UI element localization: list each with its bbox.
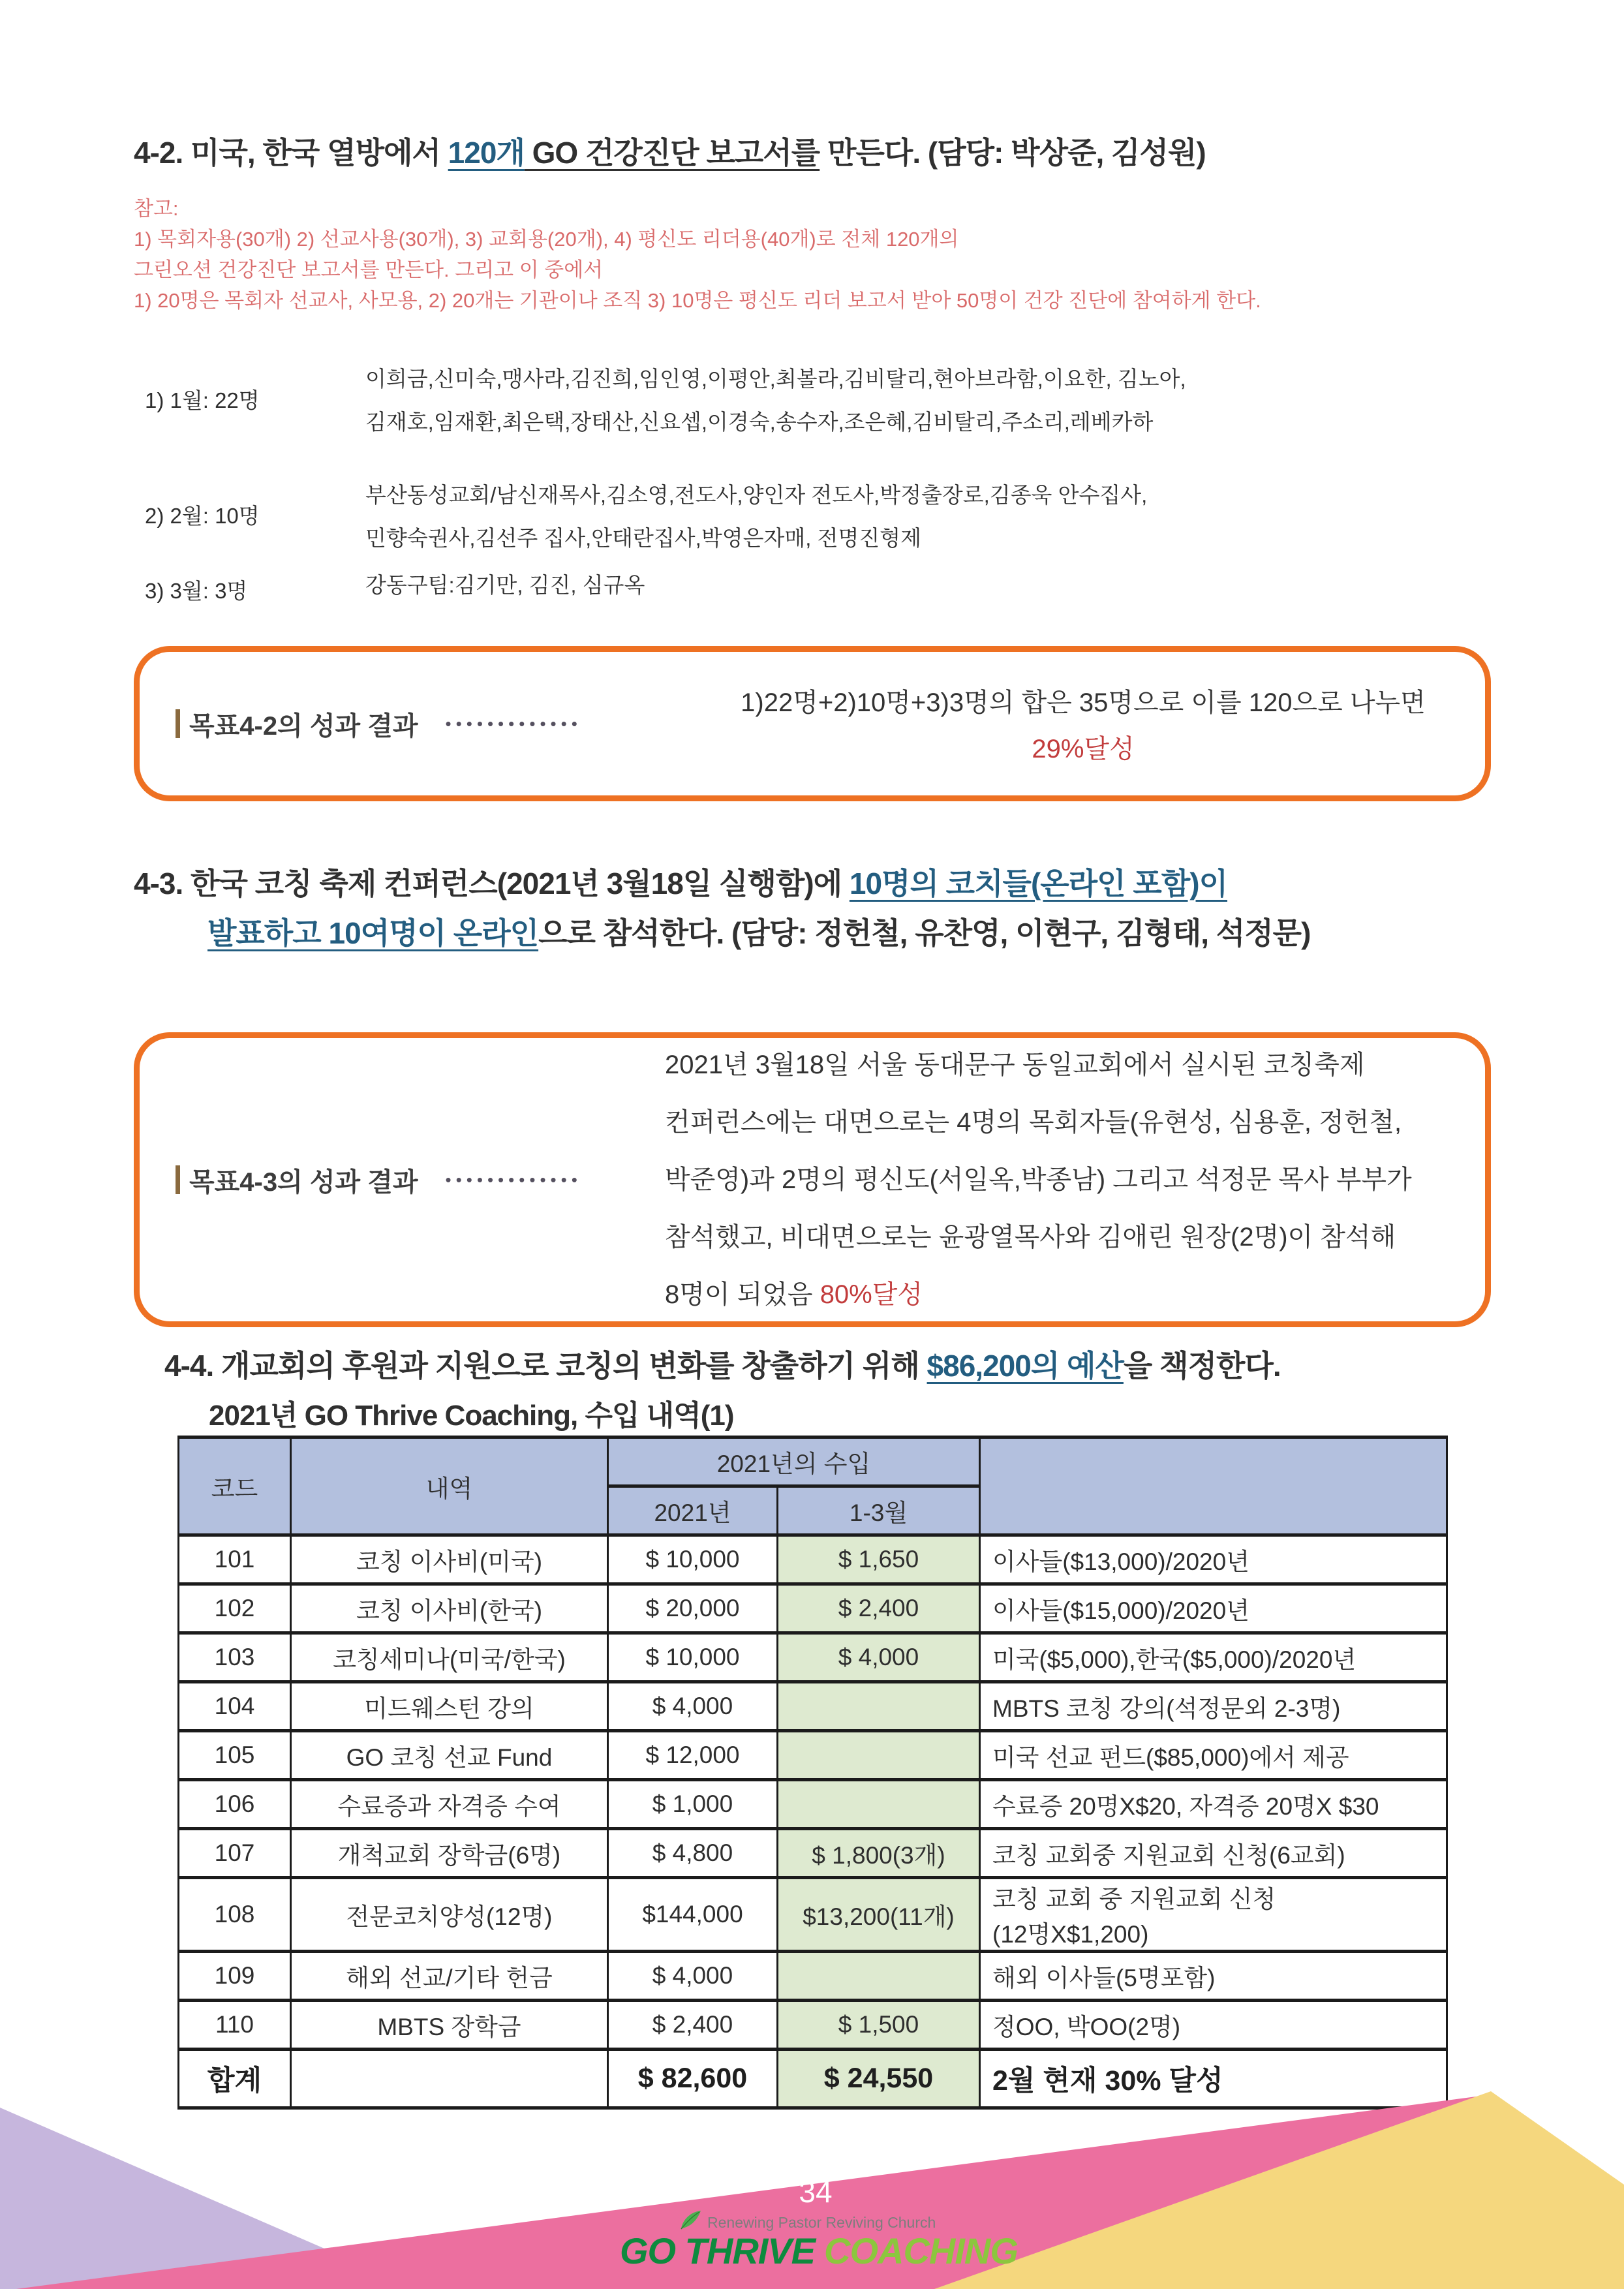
note-line: 그린오션 건강진단 보고서를 만든다. 그리고 이 중에서	[134, 258, 604, 281]
cell-months: $13,200(11개)	[778, 1878, 980, 1952]
result-43-line: 2021년 3월18일 서울 동대문구 동일교회에서 실시된 코칭축제	[665, 1051, 1365, 1079]
month-1-names	[365, 358, 1186, 444]
col-header-year: 2021년	[608, 1486, 778, 1535]
result-43-text	[665, 1038, 1412, 1321]
section-42-heading	[134, 129, 1206, 172]
cell-year: $ 4,000	[608, 1682, 778, 1731]
cell-months: $ 1,500	[778, 2001, 980, 2050]
table-row	[179, 1584, 1447, 1633]
heading-43-pre: 4-3. 한국 코칭 축제 컨퍼런스(2021년 3월18일 실행함)에	[134, 867, 850, 900]
cell-code: 104	[179, 1682, 291, 1731]
cell-months	[778, 1731, 980, 1780]
cell-months	[778, 1682, 980, 1731]
cell-year: $ 20,000	[608, 1584, 778, 1633]
logo-wordmark	[620, 2232, 1077, 2271]
names-line: 민향숙권사,김선주 집사,안태란집사,박영은자매, 전명진형제	[365, 526, 921, 550]
cell-desc: 미드웨스턴 강의	[291, 1682, 608, 1731]
table-row	[179, 1535, 1447, 1584]
table-row	[179, 1829, 1447, 1878]
cell-note: 수료증 20명X$20, 자격증 20명X $30	[980, 1780, 1447, 1829]
heading-42-pre: 4-2. 미국, 한국 열방에서	[134, 136, 448, 170]
cell-desc: 수료증과 자격증 수여	[291, 1780, 608, 1829]
logo-go-thrive: GO THRIVE	[620, 2230, 816, 2271]
result-42-achievement: 29%달성	[1032, 735, 1135, 763]
cell-note: 미국 선교 펀드($85,000)에서 제공	[980, 1731, 1447, 1780]
cell-year: $ 12,000	[608, 1731, 778, 1780]
cell-months: $ 1,650	[778, 1535, 980, 1584]
result-43-line: 참석했고, 비대면으로는 윤광열목사와 김애린 원장(2명)이 참석해	[665, 1223, 1396, 1252]
names-line: 김재호,임재환,최은택,장태산,신요셉,이경숙,송수자,조은혜,김비탈리,주소리,레베카하	[365, 410, 1154, 434]
table-row	[179, 1633, 1447, 1682]
result-42-text	[701, 652, 1465, 795]
cell-year: $ 10,000	[608, 1535, 778, 1584]
table-row	[179, 2001, 1447, 2050]
cell-note: 해외 이사들(5명포함)	[980, 1952, 1447, 2001]
cell-desc: GO 코칭 선교 Fund	[291, 1731, 608, 1780]
label-bar	[176, 1165, 180, 1194]
month-1-label: 1) 1월: 22명	[145, 388, 260, 412]
cell-desc: 해외 선교/기타 헌금	[291, 1952, 608, 2001]
section-44-subtitle: 2021년 GO Thrive Coaching, 수입 내역(1)	[209, 1400, 734, 1432]
dotted-leader: •••••••••••••	[445, 1169, 582, 1190]
cell-year: $ 2,400	[608, 2001, 778, 2050]
cell-code: 102	[179, 1584, 291, 1633]
cell-year: $ 4,800	[608, 1829, 778, 1878]
logo-coaching: COACHING	[824, 2230, 1018, 2271]
result-box-42	[134, 646, 1491, 801]
logo-tagline-row	[677, 2209, 1077, 2232]
table-header-row-1	[179, 1437, 1447, 1486]
cell-total-months: $ 24,550	[778, 2050, 980, 2108]
cell-total-label: 합계	[179, 2050, 291, 2108]
cell-months	[778, 1952, 980, 2001]
heading-43-post: 으로 참석한다. (담당: 정헌철, 유찬영, 이현구, 김형태, 석정문)	[538, 916, 1311, 950]
cell-year: $144,000	[608, 1878, 778, 1952]
result-42-title: 목표4-2의 성과 결과	[189, 711, 418, 741]
col-header-income-span: 2021년의 수입	[608, 1437, 980, 1486]
cell-desc: 코칭 이사비(미국)	[291, 1535, 608, 1584]
cell-desc: 전문코치양성(12명)	[291, 1878, 608, 1952]
leaf-icon	[677, 2209, 703, 2232]
dotted-leader: •••••••••••••	[445, 713, 582, 733]
col-header-code: 코드	[179, 1437, 291, 1535]
month-3-names	[365, 564, 645, 607]
table-row	[179, 1682, 1447, 1731]
heading-44-blue: $86,200의 예산	[927, 1349, 1124, 1383]
result-43-achievement: 80%달성	[820, 1280, 923, 1309]
logo-tagline: Renewing Pastor Reviving Church	[707, 2214, 936, 2231]
result-43-line5-pre: 8명이 되었음	[665, 1280, 820, 1309]
cell-months: $ 1,800(3개)	[778, 1829, 980, 1878]
result-43-line: 박준영)과 2명의 평신도(서일옥,박종남) 그리고 석정문 목사 부부가	[665, 1165, 1412, 1194]
cell-note: 미국($5,000),한국($5,000)/2020년	[980, 1633, 1447, 1682]
cell-note: 코칭 교회중 지원교회 신청(6교회)	[980, 1829, 1447, 1878]
table-total-row	[179, 2050, 1447, 2108]
result-42-label-row	[176, 652, 582, 795]
cell-year: $ 10,000	[608, 1633, 778, 1682]
note-line: 1) 20명은 목회자 선교사, 사모용, 2) 20개는 기관이나 조직 3) 10명은 평신도 리더 보고서 받아 50명이 건강 진단에 참여하게 한다.	[134, 289, 1261, 312]
cell-year: $ 4,000	[608, 1952, 778, 2001]
cell-empty	[291, 2050, 608, 2108]
cell-code: 110	[179, 2001, 291, 2050]
cell-desc: 코칭세미나(미국/한국)	[291, 1633, 608, 1682]
heading-42-blue: 120개	[448, 136, 525, 170]
col-header-months: 1-3월	[778, 1486, 980, 1535]
table-row	[179, 1780, 1447, 1829]
cell-code: 107	[179, 1829, 291, 1878]
note-title: 참고:	[134, 197, 179, 220]
heading-44-post: 을 책정한다.	[1123, 1349, 1281, 1383]
page-number: 34	[799, 2175, 833, 2209]
cell-code: 106	[179, 1780, 291, 1829]
cell-note-line: (12명X$1,200)	[992, 1921, 1149, 1948]
cell-code: 103	[179, 1633, 291, 1682]
heading-42-underline: GO 건강진단 보고서를	[524, 136, 820, 170]
names-line: 이희금,신미숙,맹사라,김진희,임인영,이평안,최볼라,김비탈리,현아브라함,이요한, 김노아,	[365, 367, 1186, 391]
names-line: 부산동성교회/남신재목사,김소영,전도사,양인자 전도사,박정출장로,김종욱 안수집사,	[365, 483, 1148, 507]
cell-total-year: $ 82,600	[608, 2050, 778, 2108]
reference-note	[134, 193, 1261, 316]
cell-desc: 코칭 이사비(한국)	[291, 1584, 608, 1633]
table-row	[179, 1878, 1447, 1952]
cell-desc: 개척교회 장학금(6명)	[291, 1829, 608, 1878]
section-44-heading	[164, 1342, 1281, 1385]
heading-43-blue2: 발표하고 10여명이 온라인	[207, 916, 539, 950]
income-table	[177, 1436, 1448, 2110]
month-2-names	[365, 474, 1147, 560]
table-row	[179, 1952, 1447, 2001]
result-43-label-row	[176, 1038, 582, 1321]
heading-43-blue1: 10명의 코치들(온라인 포함)이	[849, 867, 1228, 900]
cell-year: $ 1,000	[608, 1780, 778, 1829]
label-bar	[176, 709, 180, 738]
income-table-wrap	[177, 1436, 1448, 2110]
result-43-line-last	[665, 1266, 1412, 1323]
go-thrive-coaching-logo	[620, 2209, 1077, 2271]
heading-44-pre: 4-4. 개교회의 후원과 지원으로 코칭의 변화를 창출하기 위해	[164, 1349, 927, 1383]
result-42-line1: 1)22명+2)10명+3)3명의 합은 35명으로 이를 120으로 나누면	[741, 688, 1426, 717]
cell-code: 109	[179, 1952, 291, 2001]
table-row	[179, 1731, 1447, 1780]
note-line: 1) 목회자용(30개) 2) 선교사용(30개), 3) 교회용(20개), 4) 평신도 리더용(40개)로 전체 120개의	[134, 228, 959, 251]
cell-total-note: 2월 현재 30% 달성	[980, 2050, 1447, 2108]
cell-note: 이사들($15,000)/2020년	[980, 1584, 1447, 1633]
cell-note-line: 코칭 교회 중 지원교회 신청	[992, 1886, 1276, 1913]
cell-note: MBTS 코칭 강의(석정문외 2-3명)	[980, 1682, 1447, 1731]
section-43-heading-line2	[207, 910, 1310, 953]
cell-months: $ 2,400	[778, 1584, 980, 1633]
cell-months	[778, 1780, 980, 1829]
names-line: 강동구팀:김기만, 김진, 심규옥	[365, 573, 645, 597]
cell-note: 정OO, 박OO(2명)	[980, 2001, 1447, 2050]
cell-note	[980, 1878, 1447, 1952]
cell-code: 105	[179, 1731, 291, 1780]
cell-code: 108	[179, 1878, 291, 1952]
heading-42-post: 만든다. (담당: 박상준, 김성원)	[820, 136, 1206, 170]
result-box-43	[134, 1032, 1491, 1327]
month-3-label: 3) 3월: 3명	[145, 579, 248, 603]
section-43-heading-line1	[134, 860, 1227, 903]
cell-note: 이사들($13,000)/2020년	[980, 1535, 1447, 1584]
col-header-notes	[980, 1437, 1447, 1535]
cell-months: $ 4,000	[778, 1633, 980, 1682]
cell-code: 101	[179, 1535, 291, 1584]
result-43-line: 컨퍼런스에는 대면으로는 4명의 목회자들(유현성, 심용훈, 정헌철,	[665, 1108, 1402, 1137]
result-43-title: 목표4-3의 성과 결과	[189, 1167, 418, 1197]
cell-desc: MBTS 장학금	[291, 2001, 608, 2050]
col-header-desc: 내역	[291, 1437, 608, 1535]
month-2-label: 2) 2월: 10명	[145, 504, 260, 528]
